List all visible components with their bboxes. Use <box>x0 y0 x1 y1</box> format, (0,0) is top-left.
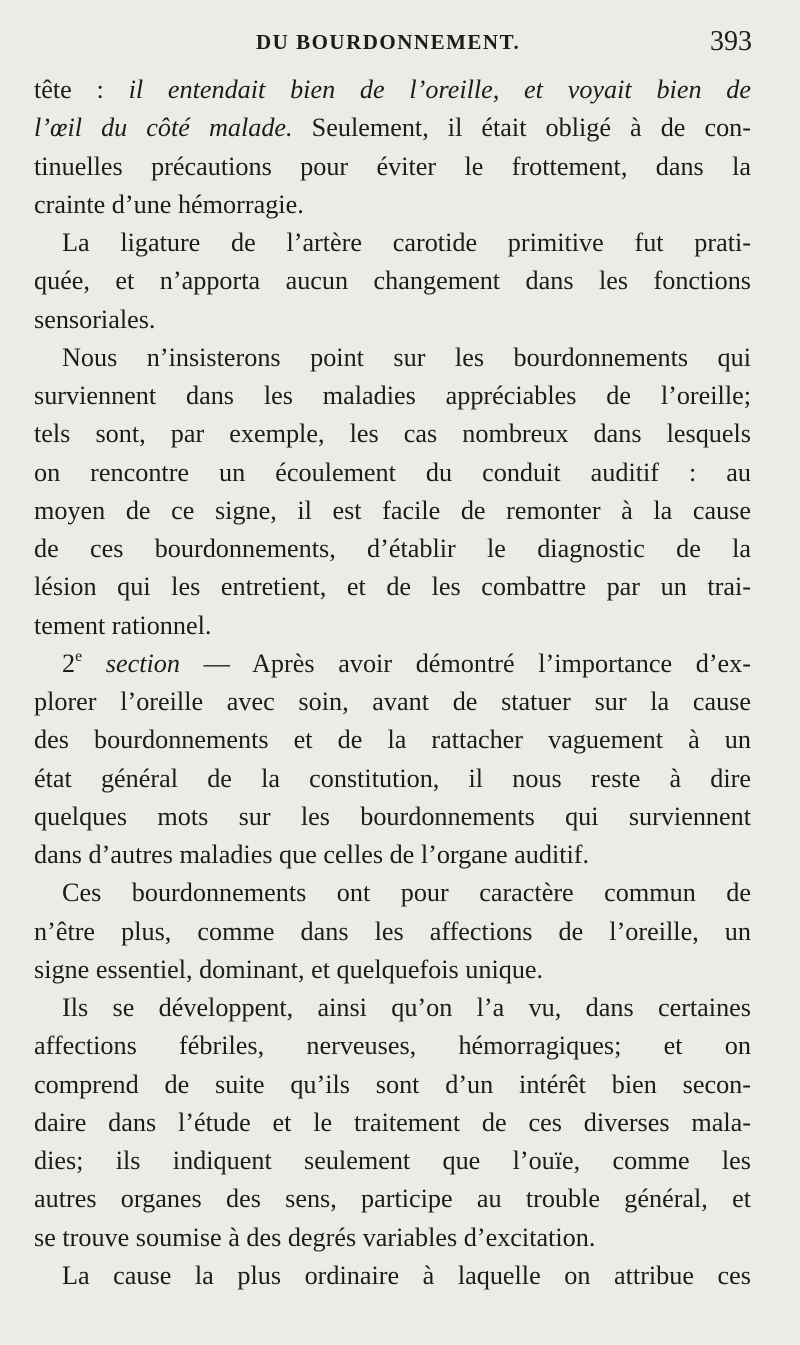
text-run: moyen de ce signe, il est facile de remonter à la cause <box>34 495 751 525</box>
italic-text: l’œil du côté malade. <box>34 113 293 143</box>
text-run: comprend de suite qu’ils sont d’un intérêt bien secon- <box>34 1069 751 1099</box>
text-line <box>34 874 751 912</box>
text-run: état général de la constitution, il nous reste à dire <box>34 763 751 793</box>
text-run: La cause la plus ordinaire à laquelle on attribue ces <box>62 1260 751 1290</box>
text-line <box>34 415 751 453</box>
text-run: lésion qui les entretient, et de les combattre par un trai- <box>34 572 751 602</box>
text-line <box>34 607 751 645</box>
text-line <box>34 148 751 186</box>
text-line <box>34 1180 751 1218</box>
italic-text: section <box>105 648 180 678</box>
text-run: tels sont, par exemple, les cas nombreux dans lesquels <box>34 419 751 449</box>
text-run: tinuelles précautions pour éviter le frottement, dans la <box>34 151 751 181</box>
running-head <box>34 26 752 62</box>
body-text <box>34 71 751 1295</box>
text-run: tête : <box>34 75 129 104</box>
text-line <box>34 951 751 989</box>
text-line <box>34 262 751 300</box>
text-line <box>34 1142 751 1180</box>
text-run: signe essentiel, dominant, et quelquefois unique. <box>34 954 544 984</box>
text-run: quée, et n’apporta aucun changement dans les fonctions <box>34 266 751 296</box>
text-run: Nous n’insisterons point sur les bourdonnements qui <box>62 342 751 372</box>
page-number: 393 <box>710 26 752 57</box>
italic-text: il entendait bien de l’oreille, et voyait bien de <box>128 75 751 104</box>
text-run: quelques mots sur les bourdonnements qui surviennent <box>34 801 751 831</box>
text-run: dans d’autres maladies que celles de l’organe auditif. <box>34 840 590 869</box>
text-line <box>34 989 751 1027</box>
text-line <box>34 798 751 836</box>
text-line <box>34 301 751 339</box>
text-run: se trouve soumise à des degrés variables d’excitation. <box>34 1222 596 1252</box>
text-run: dies; ils indiquent seulement que l’ouïe, comme les <box>34 1146 751 1175</box>
text-line <box>34 913 751 951</box>
text-line <box>34 1257 751 1295</box>
text-run: La ligature de l’artère carotide primitive fut prati- <box>62 228 751 257</box>
superscript: e <box>75 647 83 665</box>
text-run: Ces bourdonnements ont pour caractère commun de <box>62 878 751 908</box>
text-line <box>34 836 751 874</box>
text-run: surviennent dans les maladies appréciables de l’oreille; <box>34 381 751 410</box>
text-line <box>34 186 751 224</box>
text-line <box>34 1027 751 1065</box>
text-run: n’être plus, comme dans les affections de l’oreille, un <box>34 916 751 946</box>
text-run: — Après avoir démontré l’importance d’ex- <box>179 648 751 678</box>
text-line <box>34 1219 751 1257</box>
text-run: on rencontre un écoulement du conduit auditif : au <box>34 457 751 487</box>
text-run: de ces bourdonnements, d’établir le diagnostic de la <box>34 534 751 563</box>
text-line <box>34 109 751 147</box>
text-run: Ils se développent, ainsi qu’on l’a vu, dans certaines <box>62 993 751 1022</box>
text-run: autres organes des sens, participe au trouble général, et <box>34 1184 751 1214</box>
text-line <box>34 645 751 683</box>
text-run: Seulement, il était obligé à de con- <box>292 113 751 143</box>
text-line <box>34 454 751 492</box>
text-run: sensoriales. <box>34 304 156 334</box>
running-title: DU BOURDONNEMENT. <box>256 30 521 54</box>
text-line <box>34 1104 751 1142</box>
text-line <box>34 568 751 606</box>
text-line <box>34 721 751 759</box>
text-run: tement rationnel. <box>34 610 212 640</box>
text-line <box>34 683 751 721</box>
text-line <box>34 1066 751 1104</box>
text-line <box>34 760 751 798</box>
text-run: affections fébriles, nerveuses, hémorragiques; et on <box>34 1031 751 1061</box>
text-run: daire dans l’étude et le traitement de ces diverses mala- <box>34 1107 751 1137</box>
text-line <box>34 224 751 262</box>
text-line <box>34 530 751 568</box>
text-run: des bourdonnements et de la rattacher vaguement à un <box>34 725 751 755</box>
text-run: crainte d’une hémorragie. <box>34 189 304 219</box>
text-run: plorer l’oreille avec soin, avant de statuer sur la cause <box>34 687 751 716</box>
text-line <box>34 377 751 415</box>
text-run: 2 <box>62 648 76 678</box>
text-line <box>34 339 751 377</box>
text-run <box>82 649 106 678</box>
text-line <box>34 492 751 530</box>
text-line <box>34 71 751 109</box>
